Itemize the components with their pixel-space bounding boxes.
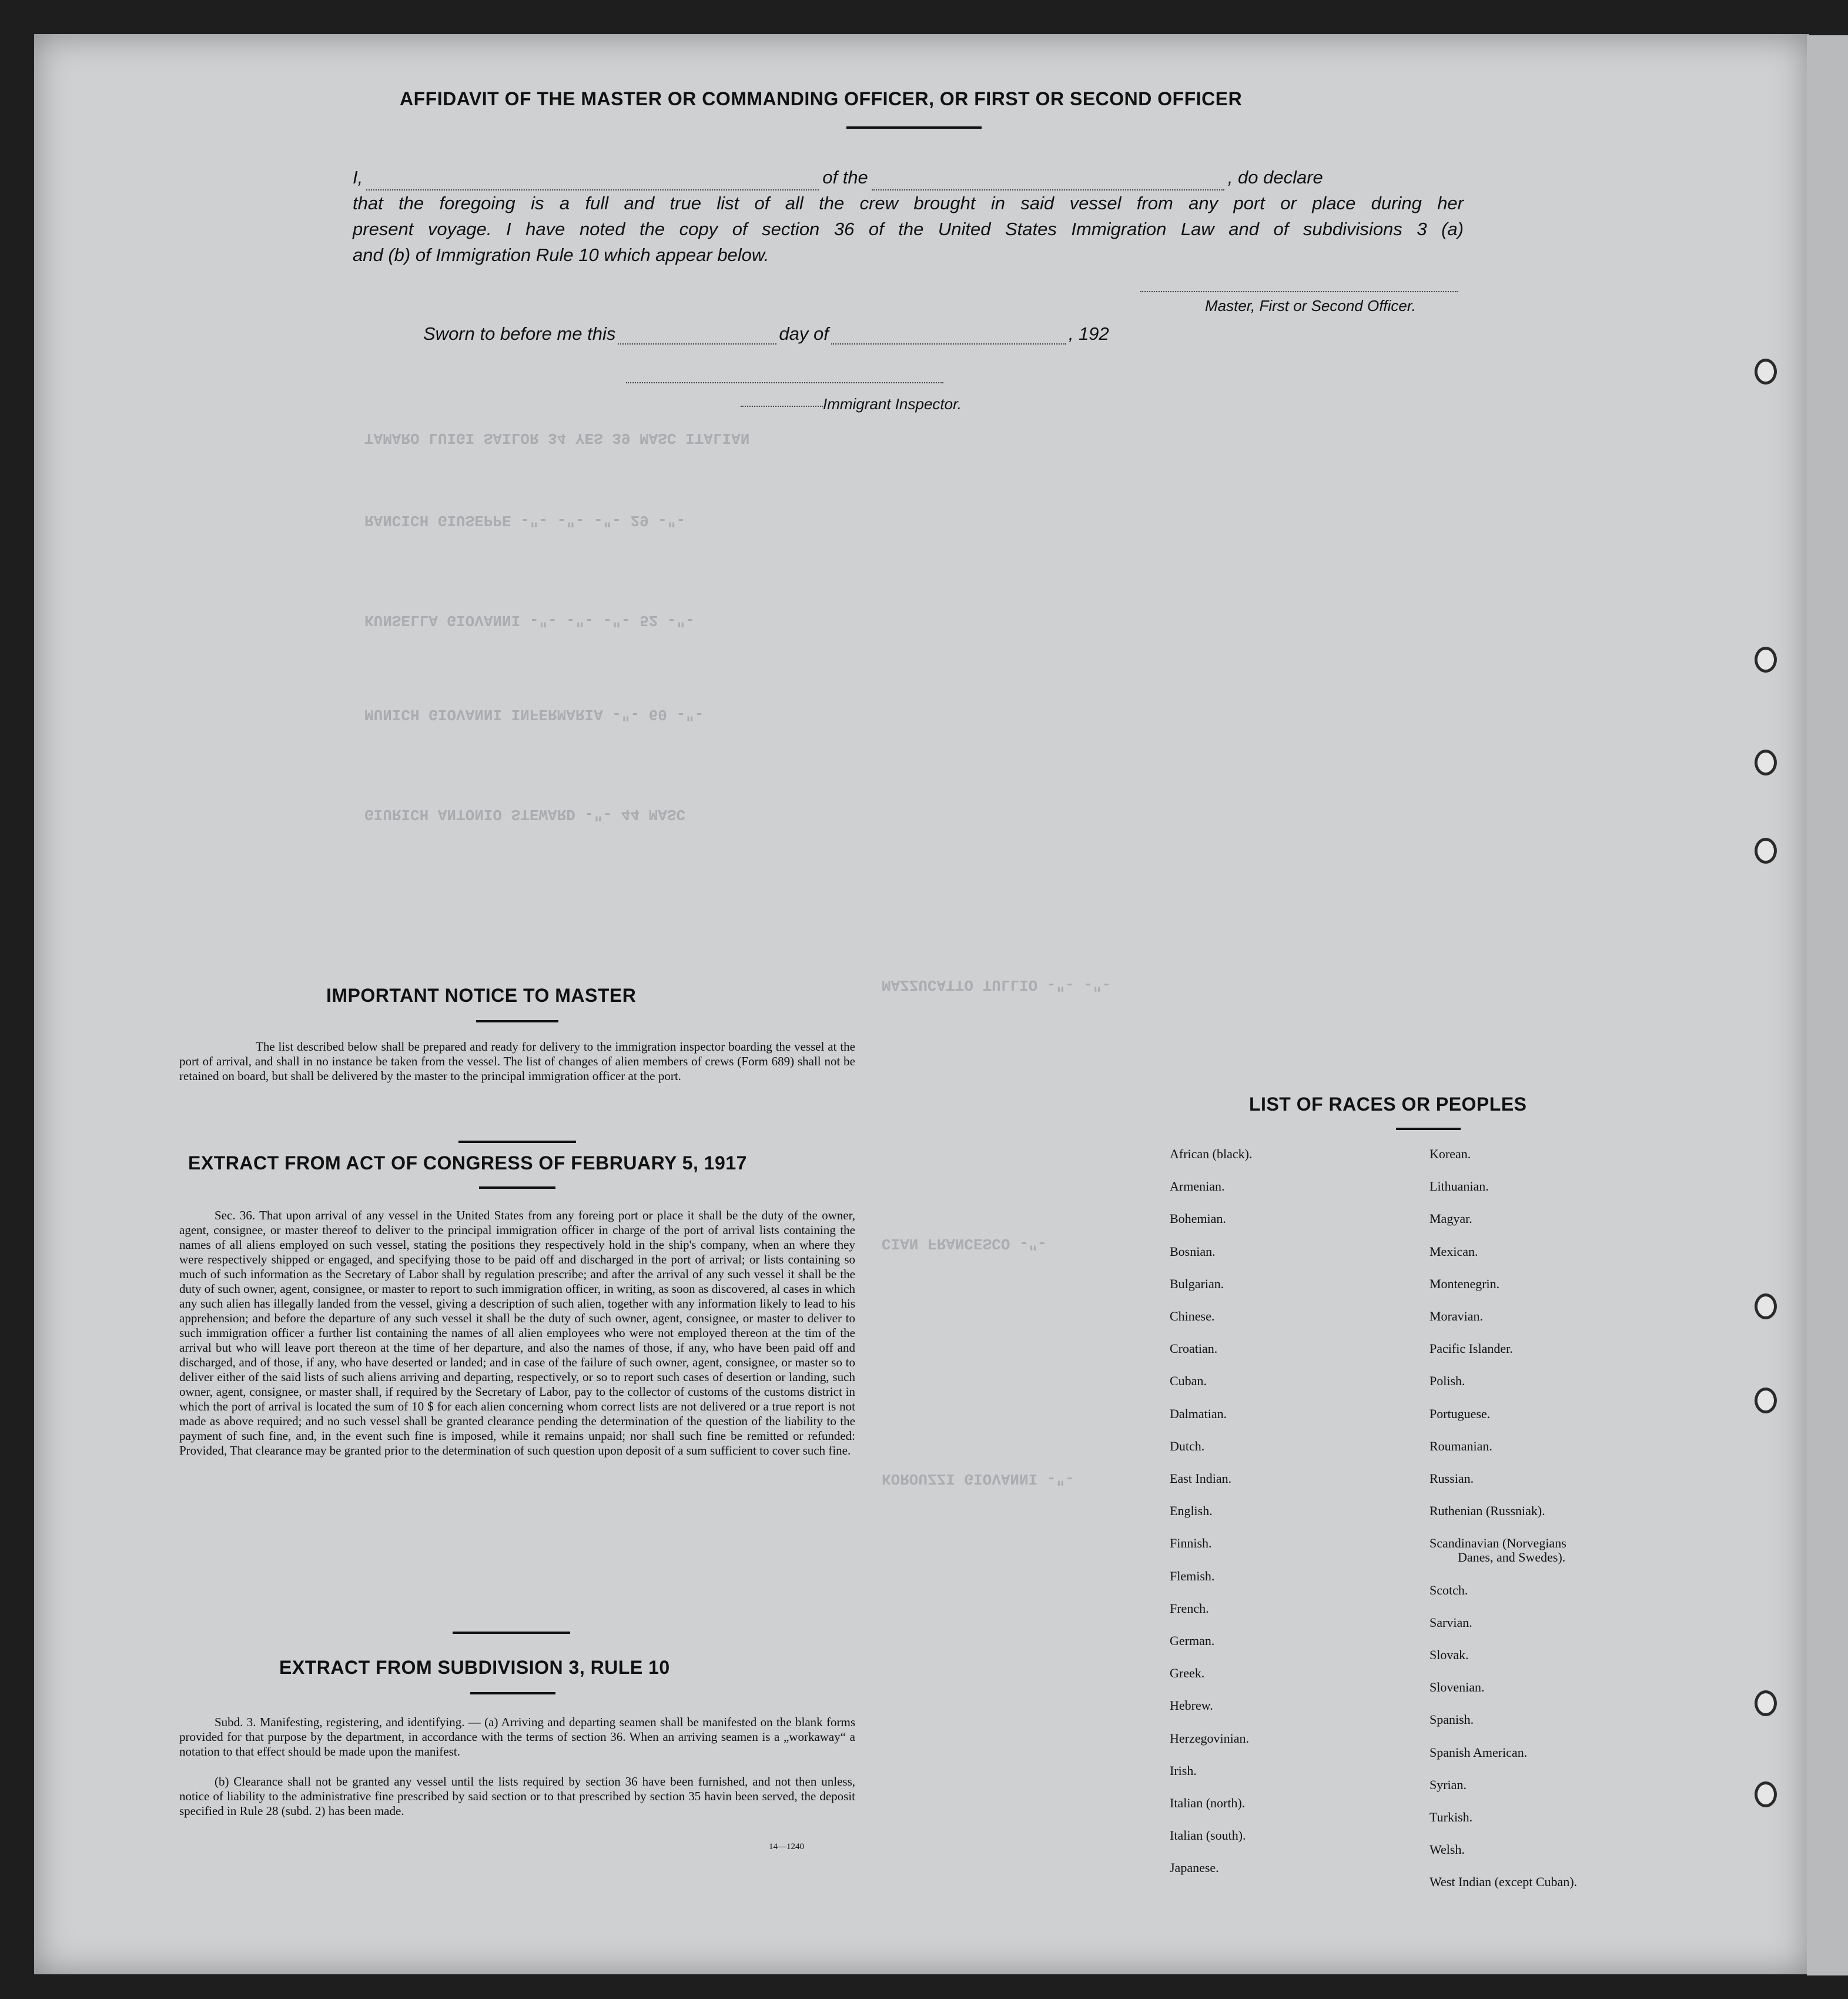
inspector-caption: Immigrant Inspector. <box>823 395 962 413</box>
sworn-text: Sworn to before me this <box>423 323 616 344</box>
race-item: Flemish. <box>1170 1568 1215 1583</box>
affidavit-line: and (b) of Immigration Rule 10 which appear below. <box>353 245 769 265</box>
act-title: EXTRACT FROM ACT OF CONGRESS OF FEBRUARY 5, 1917 <box>188 1152 747 1174</box>
divider <box>479 1186 555 1189</box>
race-item: Russian. <box>1429 1471 1474 1486</box>
race-item: Spanish American. <box>1429 1744 1528 1760</box>
race-item: Sarvian. <box>1429 1614 1472 1630</box>
race-item: Welsh. <box>1429 1842 1465 1857</box>
race-item: Italian (south). <box>1170 1828 1246 1843</box>
race-item: Croatian. <box>1170 1341 1218 1356</box>
race-item: Syrian. <box>1429 1777 1467 1792</box>
race-item: Greek. <box>1170 1666 1205 1681</box>
race-item: Irish. <box>1170 1763 1197 1778</box>
binder-hole <box>1755 359 1777 385</box>
race-item: Spanish. <box>1429 1712 1474 1727</box>
divider <box>458 1141 576 1143</box>
race-item: Dutch. <box>1170 1438 1205 1453</box>
affidavit-i: I, <box>353 167 363 188</box>
divider <box>846 126 982 129</box>
page-edge <box>1807 35 1848 1975</box>
year-prefix: , 192 <box>1068 323 1109 344</box>
race-item: West Indian (except Cuban). <box>1429 1874 1578 1890</box>
race-item: Lithuanian. <box>1429 1179 1489 1194</box>
binder-hole <box>1755 647 1777 673</box>
day-field[interactable] <box>618 343 776 345</box>
race-item: Ruthenian (Russniak). <box>1429 1503 1545 1519</box>
race-item: Roumanian. <box>1429 1438 1492 1453</box>
act-text: Sec. 36. That upon arrival of any vessel in the United States from any foreing port or place it shall be the duty of the owner, agent, consignee, or master thereof to deliver to the principal immigration officer in charge of the port of arrival lists containing the names of all aliens employed on such vessel, stating the positions they respectively hold in the ship's company, when an where they were respectively shipped or engaged, and specifying those to be paid off and discharged in the port of arrival; or lists containing so much of such information as the Secretary of Labor shall by regulation prescribe; and after the arrival of any such vessel it shall be the duty of such owner, agent, consignee, or master to report to such immigration officer, in writing, as soon as discovered, al cases in which any such alien has illegally landed from the vessel, giving a description of such alien, together with any information likely to lead to his apprehension; and before the departure of any such vessel it shall be the duty of such owner, agent, consignee, or master to deliver to such immigration officer a further list containing the names of all alien employees who were not employed thereon at the tim of the arrival but who will leave port thereon at the time of her departure, and also the names of those, if any, who have been paid off and discharged, and of those, if any, who have deserted or landed; and in case of the failure of such owner, agent, consignee, or master so to deliver either of the said lists of such aliens arriving and departing, respectively, or so to report such cases of desertion or landing, such owner, agent, consignee, or master shall, if required by the Secretary of Labor, pay to the collector of customs of the customs district in which the port of arrival is located the sum of 10 $ for each alien concerning whom correct lists are not delivered or a true report is not made as above required; and no such vessel shall be granted clearance pending the determination of the question of the liability to the payment of such fine, and, in the event such fine is imposed, while it remains unpaid; nor shall such fine be remitted or refunded: Provided, That clearance may be granted prior to the determination of such question upon deposit of a sum sufficient to cover such fine. <box>179 1208 855 1458</box>
race-item: Dalmatian. <box>1170 1406 1227 1421</box>
race-item: East Indian. <box>1170 1471 1232 1486</box>
binder-hole <box>1755 750 1777 775</box>
inspector-signature-line[interactable] <box>626 382 943 383</box>
affidavit-of-the: of the <box>822 167 868 188</box>
race-item: German. <box>1170 1633 1215 1648</box>
race-item: Finnish. <box>1170 1536 1212 1551</box>
race-item: Turkish. <box>1429 1810 1473 1824</box>
form-number: 14—1240 <box>769 1842 804 1851</box>
affidavit-title: AFFIDAVIT OF THE MASTER OR COMMANDING OFFICER, OR FIRST OR SECOND OFFICER <box>400 88 1243 109</box>
divider <box>453 1632 570 1634</box>
rule-title: EXTRACT FROM SUBDIVISION 3, RULE 10 <box>279 1657 670 1678</box>
race-item: English. <box>1170 1503 1213 1519</box>
race-item: Japanese. <box>1170 1860 1219 1876</box>
race-item: Slovak. <box>1429 1647 1469 1662</box>
race-item: Bosnian. <box>1170 1243 1216 1259</box>
notice-text: The list described below shall be prepared and ready for delivery to the immigration inspector boarding the vessel at the port of arrival, and shall in no instance be taken from the vessel. The list of changes of alien members of crews (Form 689) shall not be retained on board, but shall be delivered by the master to the principal immigration officer at the port. <box>179 1039 855 1083</box>
month-field[interactable] <box>831 343 1066 345</box>
affidavit-declare: , do declare <box>1227 167 1323 188</box>
divider <box>1396 1128 1461 1130</box>
binder-hole <box>1755 1388 1777 1413</box>
race-item: Scotch. <box>1429 1582 1468 1597</box>
races-title: LIST OF RACES OR PEOPLES <box>1249 1094 1527 1115</box>
race-item: Italian (north). <box>1170 1796 1246 1810</box>
inspector-leader <box>741 406 823 407</box>
affidavit-body <box>353 165 1464 268</box>
affidavit-line: that the foregoing is a full and true list of all the crew brought in said vessel from any port or place during her <box>353 193 1464 213</box>
race-item: Portuguese. <box>1429 1406 1491 1421</box>
race-item: Slovenian. <box>1429 1680 1485 1695</box>
race-item: Danes, and Swedes). <box>1458 1550 1566 1565</box>
race-item: Chinese. <box>1170 1309 1215 1323</box>
binder-hole <box>1755 838 1777 864</box>
sworn-line <box>423 323 1109 345</box>
divider <box>470 1692 555 1694</box>
affidavit-line: present voyage. I have noted the copy of section 36 of the United States Immigration Law and of subdivisions 3 (a) <box>353 219 1464 239</box>
day-of-text: day of <box>779 323 829 344</box>
race-item: Herzegovinian. <box>1170 1730 1249 1746</box>
binder-hole <box>1755 1690 1777 1716</box>
race-item: Armenian. <box>1170 1179 1225 1194</box>
master-caption: Master, First or Second Officer. <box>1205 297 1416 315</box>
race-item: Magyar. <box>1429 1211 1472 1226</box>
race-item: Bulgarian. <box>1170 1276 1224 1291</box>
binder-hole <box>1755 1293 1777 1319</box>
race-item: Moravian. <box>1429 1309 1484 1323</box>
race-item: Mexican. <box>1429 1243 1478 1259</box>
race-item: Cuban. <box>1170 1373 1207 1389</box>
rule-subd-b: (b) Clearance shall not be granted any vessel until the lists required by section 36 have been furnished, and not then unless, notice of liability to the administrative fine prescribed by said section or to that prescribed by section 35 havin been served, the deposit specified in Rule 28 (subd. 2) has been made. <box>179 1774 855 1818</box>
race-item: Bohemian. <box>1170 1211 1226 1226</box>
race-item: African (black). <box>1170 1146 1253 1161</box>
race-item: Polish. <box>1429 1373 1465 1389</box>
race-item: Scandinavian (Norvegians <box>1429 1536 1566 1551</box>
race-item: French. <box>1170 1600 1209 1616</box>
notice-title: IMPORTANT NOTICE TO MASTER <box>326 985 637 1006</box>
race-item: Korean. <box>1429 1146 1471 1161</box>
race-item: Pacific Islander. <box>1429 1341 1513 1356</box>
race-item: Montenegrin. <box>1429 1276 1500 1291</box>
master-signature-line[interactable] <box>1140 291 1458 292</box>
binder-hole <box>1755 1781 1777 1807</box>
race-item: Hebrew. <box>1170 1698 1213 1713</box>
divider <box>476 1020 558 1022</box>
rule-subd-a: Subd. 3. Manifesting, registering, and identifying. — (a) Arriving and departing seamen shall be manifested on the blank forms provided for that purpose by the department, in accordance with the terms of section 36. When an arriving seamen is a „workaway“ a notation to that effect should be made upon the manifest. <box>179 1715 855 1759</box>
